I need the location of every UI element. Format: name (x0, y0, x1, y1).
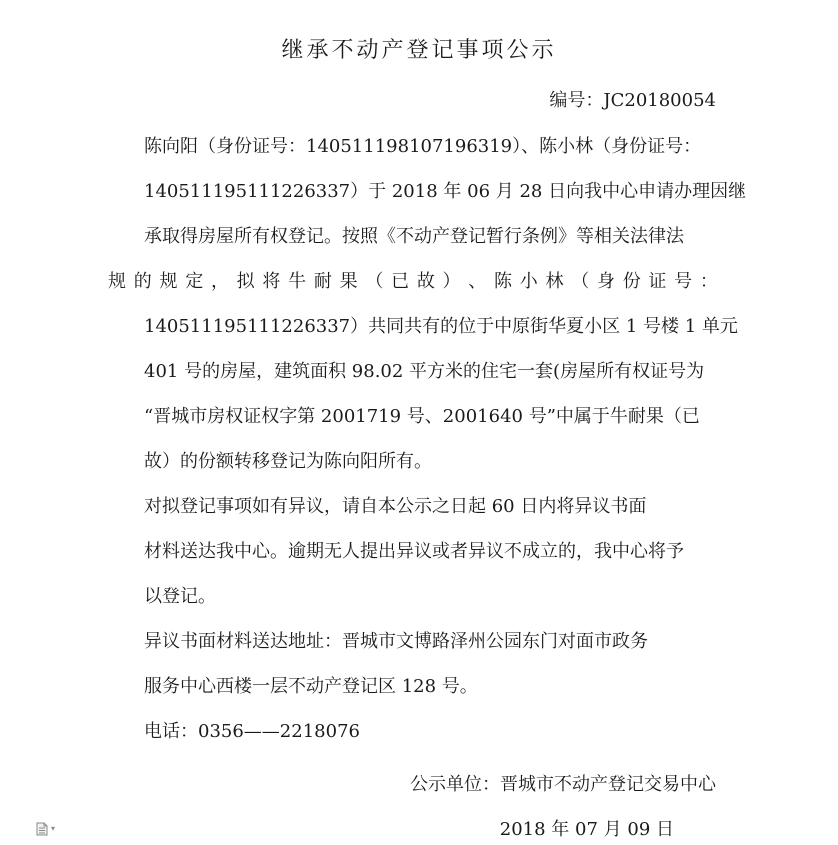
justified-char: 号 (674, 271, 693, 292)
paragraph-applicants (108, 124, 747, 484)
paragraph-line: 对拟登记事项如有异议，请自本公示之日起 60 日内将异议书面 (144, 496, 647, 517)
document-body (108, 124, 747, 754)
paragraph-phone (108, 709, 718, 754)
paragraph-line-justified (108, 259, 718, 304)
paragraph-line: “晋城市房权证权字第 2001719 号、2001640 号”中属于牛耐果（已 (144, 406, 700, 427)
paragraph-objection (108, 484, 718, 619)
issue-date: 2018 年 07 月 09 日 (499, 819, 674, 840)
justified-char: ） (442, 271, 461, 292)
paragraph-line: 140511195111226337）于 2018 年 06 月 28 日向我中心申请办理因继 (144, 181, 747, 202)
paragraph-line: 服务中心西楼一层不动产登记区 128 号。 (144, 676, 478, 697)
justified-char: 林 (545, 271, 564, 292)
paragraph-line: 陈向阳（身份证号：140511198107196319）、陈小林（身份证号： (144, 136, 702, 157)
justified-char: 已 (391, 271, 410, 292)
chevron-down-icon: ▾ (51, 824, 56, 833)
justified-char: 果 (339, 271, 358, 292)
paragraph-line: 材料送达我中心。逾期无人提出异议或者异议不成立的，我中心将予 (144, 541, 684, 562)
document-number: 编号：JC20180054 (549, 90, 716, 111)
justified-char: 陈 (494, 271, 513, 292)
paragraph-line: 401 号的房屋，建筑面积 98.02 平方米的住宅一套(房屋所有权证号为 (144, 361, 705, 382)
paragraph-line: 以登记。 (144, 586, 216, 607)
justified-char: 拟 (236, 271, 255, 292)
paragraph-line: 异议书面材料送达地址：晋城市文博路泽州公园东门对面市政务 (144, 631, 648, 652)
page-layout-icon (36, 822, 48, 836)
justified-char: ， (210, 271, 229, 292)
justified-char: 规 (159, 271, 178, 292)
justified-char: 身 (596, 271, 615, 292)
justified-char: 定 (185, 271, 204, 292)
justified-char: 证 (648, 271, 667, 292)
justified-char: （ (365, 271, 384, 292)
justified-char: （ (571, 271, 590, 292)
justified-char: 耐 (313, 271, 332, 292)
paragraph-line: 承取得房屋所有权登记。按照《不动产登记暂行条例》等相关法律法 (144, 226, 684, 247)
justified-char: 将 (262, 271, 281, 292)
justified-char: 份 (622, 271, 641, 292)
paragraph-address (108, 619, 718, 709)
justified-char: 牛 (288, 271, 307, 292)
justified-char: ： (699, 271, 718, 292)
paragraph-line: 140511195111226337）共同共有的位于中原街华夏小区 1 号楼 1 单元 (144, 316, 738, 337)
phone-number: 电话：0356——2218076 (144, 721, 360, 742)
paragraph-line: 故）的份额转移登记为陈向阳所有。 (144, 451, 432, 472)
page-layout-button[interactable] (36, 822, 64, 836)
justified-char: 、 (468, 271, 487, 292)
document-title: 继承不动产登记事项公示 (281, 38, 557, 63)
issuer-unit: 公示单位：晋城市不动产登记交易中心 (410, 774, 716, 795)
justified-char: 规 (108, 271, 126, 292)
justified-char: 故 (416, 271, 435, 292)
justified-char: 小 (519, 271, 538, 292)
justified-char: 的 (133, 271, 152, 292)
